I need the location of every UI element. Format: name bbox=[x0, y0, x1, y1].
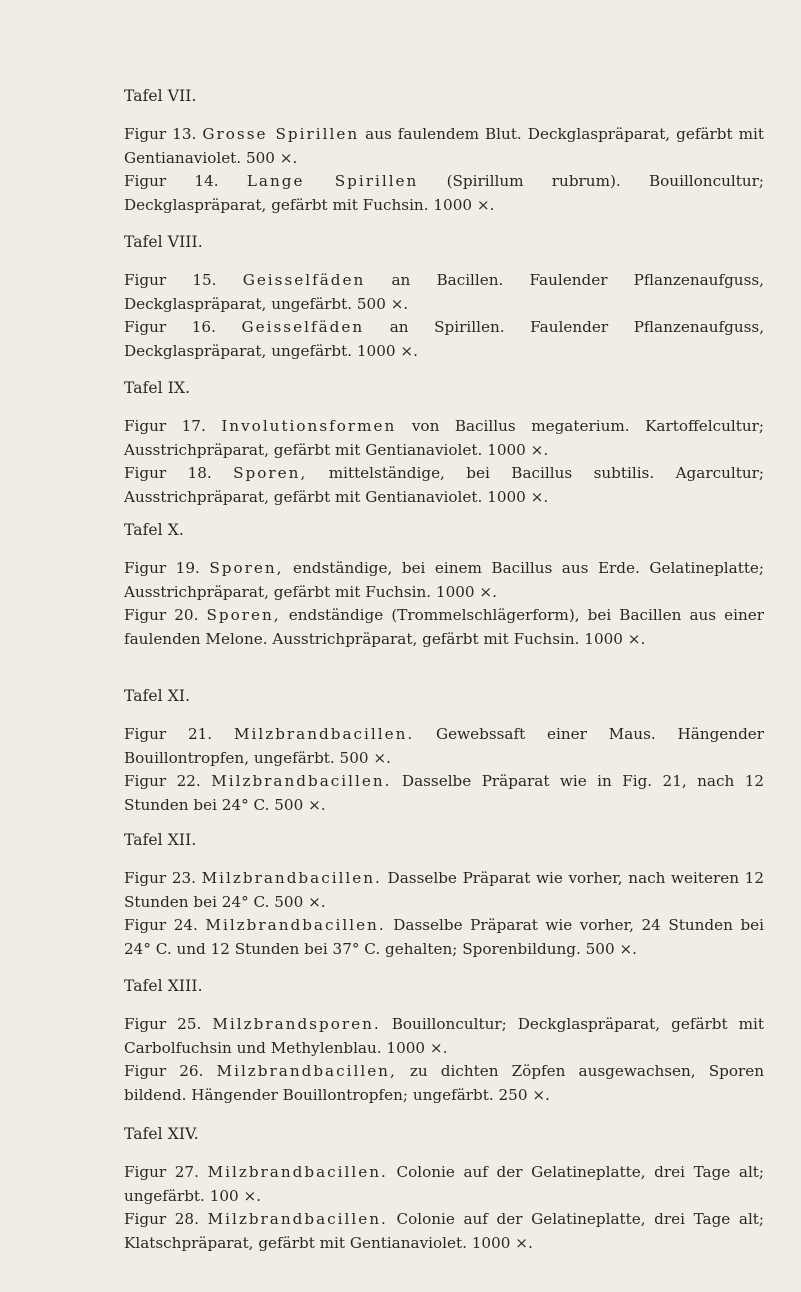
figure-description: endständige, bei einem Bacillus aus Erde. Gelatineplatte; Ausstrichpräparat, gefärbt mit Fuchsin. 1000 ×. bbox=[124, 559, 765, 601]
figure-number: Figur 23. bbox=[124, 869, 196, 887]
figure-description: Bouilloncultur; Deckglaspräparat, gefärbt mit Carbolfuchsin und Methylenblau. 1000 ×. bbox=[124, 1015, 765, 1057]
figure-entry bbox=[124, 867, 764, 914]
figure-entry bbox=[124, 269, 764, 316]
figure-description: an Bacillen. Faulender Pflanzenaufguss, Deckglaspräparat, ungefärbt. 500 ×. bbox=[124, 271, 765, 313]
figure-number: Figur 26. bbox=[124, 1062, 204, 1080]
section-tafel-ix bbox=[124, 378, 764, 509]
figure-number: Figur 16. bbox=[124, 318, 216, 336]
section-heading: Tafel XIV. bbox=[124, 1125, 199, 1143]
figure-title: Involutionsformen bbox=[221, 417, 397, 435]
figure-entry bbox=[124, 170, 764, 217]
figure-title: Milzbrandsporen. bbox=[212, 1015, 381, 1033]
figure-title: Sporen, bbox=[233, 464, 308, 482]
section-heading: Tafel VIII. bbox=[124, 233, 203, 251]
figure-description: von Bacillus megaterium. Kartoffelcultur; Ausstrichpräparat, gefärbt mit Gentianaviolet. 1000 ×. bbox=[124, 417, 765, 459]
figure-number: Figur 19. bbox=[124, 559, 200, 577]
section-heading: Tafel XIII. bbox=[124, 977, 203, 995]
figure-title: Sporen, bbox=[209, 559, 284, 577]
figure-title: Geisselfäden bbox=[241, 318, 365, 336]
figure-description: Dasselbe Präparat wie vorher, nach weiteren 12 Stunden bei 24° C. 500 ×. bbox=[124, 869, 765, 911]
figure-description: mittelständige, bei Bacillus subtilis. Agarcultur; Ausstrichpräparat, gefärbt mit Gentianaviolet. 1000 ×. bbox=[124, 464, 764, 506]
figure-title: Milzbrandbacillen. bbox=[233, 725, 415, 743]
figure-title: Milzbrandbacillen. bbox=[207, 1210, 388, 1228]
section-tafel-xiii bbox=[124, 976, 764, 1107]
figure-description: Colonie auf der Gelatineplatte, drei Tage alt; Klatschpräparat, gefärbt mit Gentianaviolet. 1000 ×. bbox=[124, 1210, 765, 1252]
figure-entry bbox=[124, 914, 764, 961]
figure-number: Figur 15. bbox=[124, 271, 217, 289]
figure-title: Geisselfäden bbox=[242, 271, 366, 289]
section-heading: Tafel IX. bbox=[124, 379, 191, 397]
figure-number: Figur 22. bbox=[124, 772, 201, 790]
figure-title: Lange Spirillen bbox=[246, 172, 419, 190]
figure-entry bbox=[124, 1060, 764, 1107]
figure-number: Figur 28. bbox=[124, 1210, 199, 1228]
figure-number: Figur 17. bbox=[124, 417, 206, 435]
section-heading: Tafel X. bbox=[124, 521, 184, 539]
figure-description: zu dichten Zöpfen ausgewachsen, Sporen bildend. Hängender Bouillontropfen; ungefärbt. 250 ×. bbox=[124, 1062, 765, 1104]
figure-number: Figur 24. bbox=[124, 916, 198, 934]
section-tafel-xii bbox=[124, 830, 764, 961]
figure-number: Figur 20. bbox=[124, 606, 199, 624]
figure-number: Figur 18. bbox=[124, 464, 212, 482]
section-heading: Tafel XI. bbox=[124, 687, 191, 705]
section-tafel-x bbox=[124, 520, 764, 651]
figure-entry bbox=[124, 604, 764, 651]
figure-title: Milzbrandbacillen, bbox=[216, 1062, 397, 1080]
figure-title: Sporen, bbox=[206, 606, 281, 624]
figure-entry bbox=[124, 316, 764, 363]
figure-entry bbox=[124, 123, 764, 170]
figure-description: Gewebssaft einer Maus. Hängender Bouillontropfen, ungefärbt. 500 ×. bbox=[124, 725, 765, 767]
figure-entry bbox=[124, 1161, 764, 1208]
figure-title: Milzbrandbacillen. bbox=[205, 916, 386, 934]
figure-entry bbox=[124, 1208, 764, 1255]
figure-title: Milzbrandbacillen. bbox=[207, 1163, 388, 1181]
figure-description: Colonie auf der Gelatineplatte, drei Tage alt; ungefärbt. 100 ×. bbox=[124, 1163, 765, 1205]
figure-entry bbox=[124, 723, 764, 770]
figure-number: Figur 13. bbox=[124, 125, 197, 143]
figure-entry bbox=[124, 462, 764, 509]
figure-description: (Spirillum rubrum). Bouilloncultur; Deckglaspräparat, gefärbt mit Fuchsin. 1000 ×. bbox=[124, 172, 764, 214]
figure-description: an Spirillen. Faulender Pflanzenaufguss, Deckglaspräparat, ungefärbt. 1000 ×. bbox=[124, 318, 765, 360]
figure-number: Figur 25. bbox=[124, 1015, 202, 1033]
figure-number: Figur 21. bbox=[124, 725, 213, 743]
figure-entry bbox=[124, 770, 764, 817]
figure-title: Grosse Spirillen bbox=[202, 125, 360, 143]
figure-entry bbox=[124, 557, 764, 604]
section-heading: Tafel XII. bbox=[124, 831, 197, 849]
figure-description: Dasselbe Präparat wie vorher, 24 Stunden bei 24° C. und 12 Stunden bei 37° C. gehalten; Sporenbildung. 500 ×. bbox=[124, 916, 765, 958]
figure-title: Milzbrandbacillen. bbox=[211, 772, 392, 790]
section-tafel-xiv bbox=[124, 1124, 764, 1255]
figure-number: Figur 27. bbox=[124, 1163, 199, 1181]
section-tafel-viii bbox=[124, 232, 764, 363]
figure-entry bbox=[124, 415, 764, 462]
section-heading: Tafel VII. bbox=[124, 87, 197, 105]
section-tafel-xi bbox=[124, 686, 764, 817]
section-tafel-vii bbox=[124, 86, 764, 217]
figure-description: Dasselbe Präparat wie in Fig. 21, nach 12 Stunden bei 24° C. 500 ×. bbox=[124, 772, 765, 814]
figure-description: aus faulendem Blut. Deckglaspräparat, gefärbt mit Gentianaviolet. 500 ×. bbox=[124, 125, 765, 167]
figure-title: Milzbrandbacillen. bbox=[201, 869, 382, 887]
figure-entry bbox=[124, 1013, 764, 1060]
figure-number: Figur 14. bbox=[124, 172, 219, 190]
figure-description: endständige (Trommelschlägerform), bei Bacillen aus einer faulenden Melone. Ausstrichpräparat, gefärbt mit Fuchsin. 1000 ×. bbox=[124, 606, 765, 648]
